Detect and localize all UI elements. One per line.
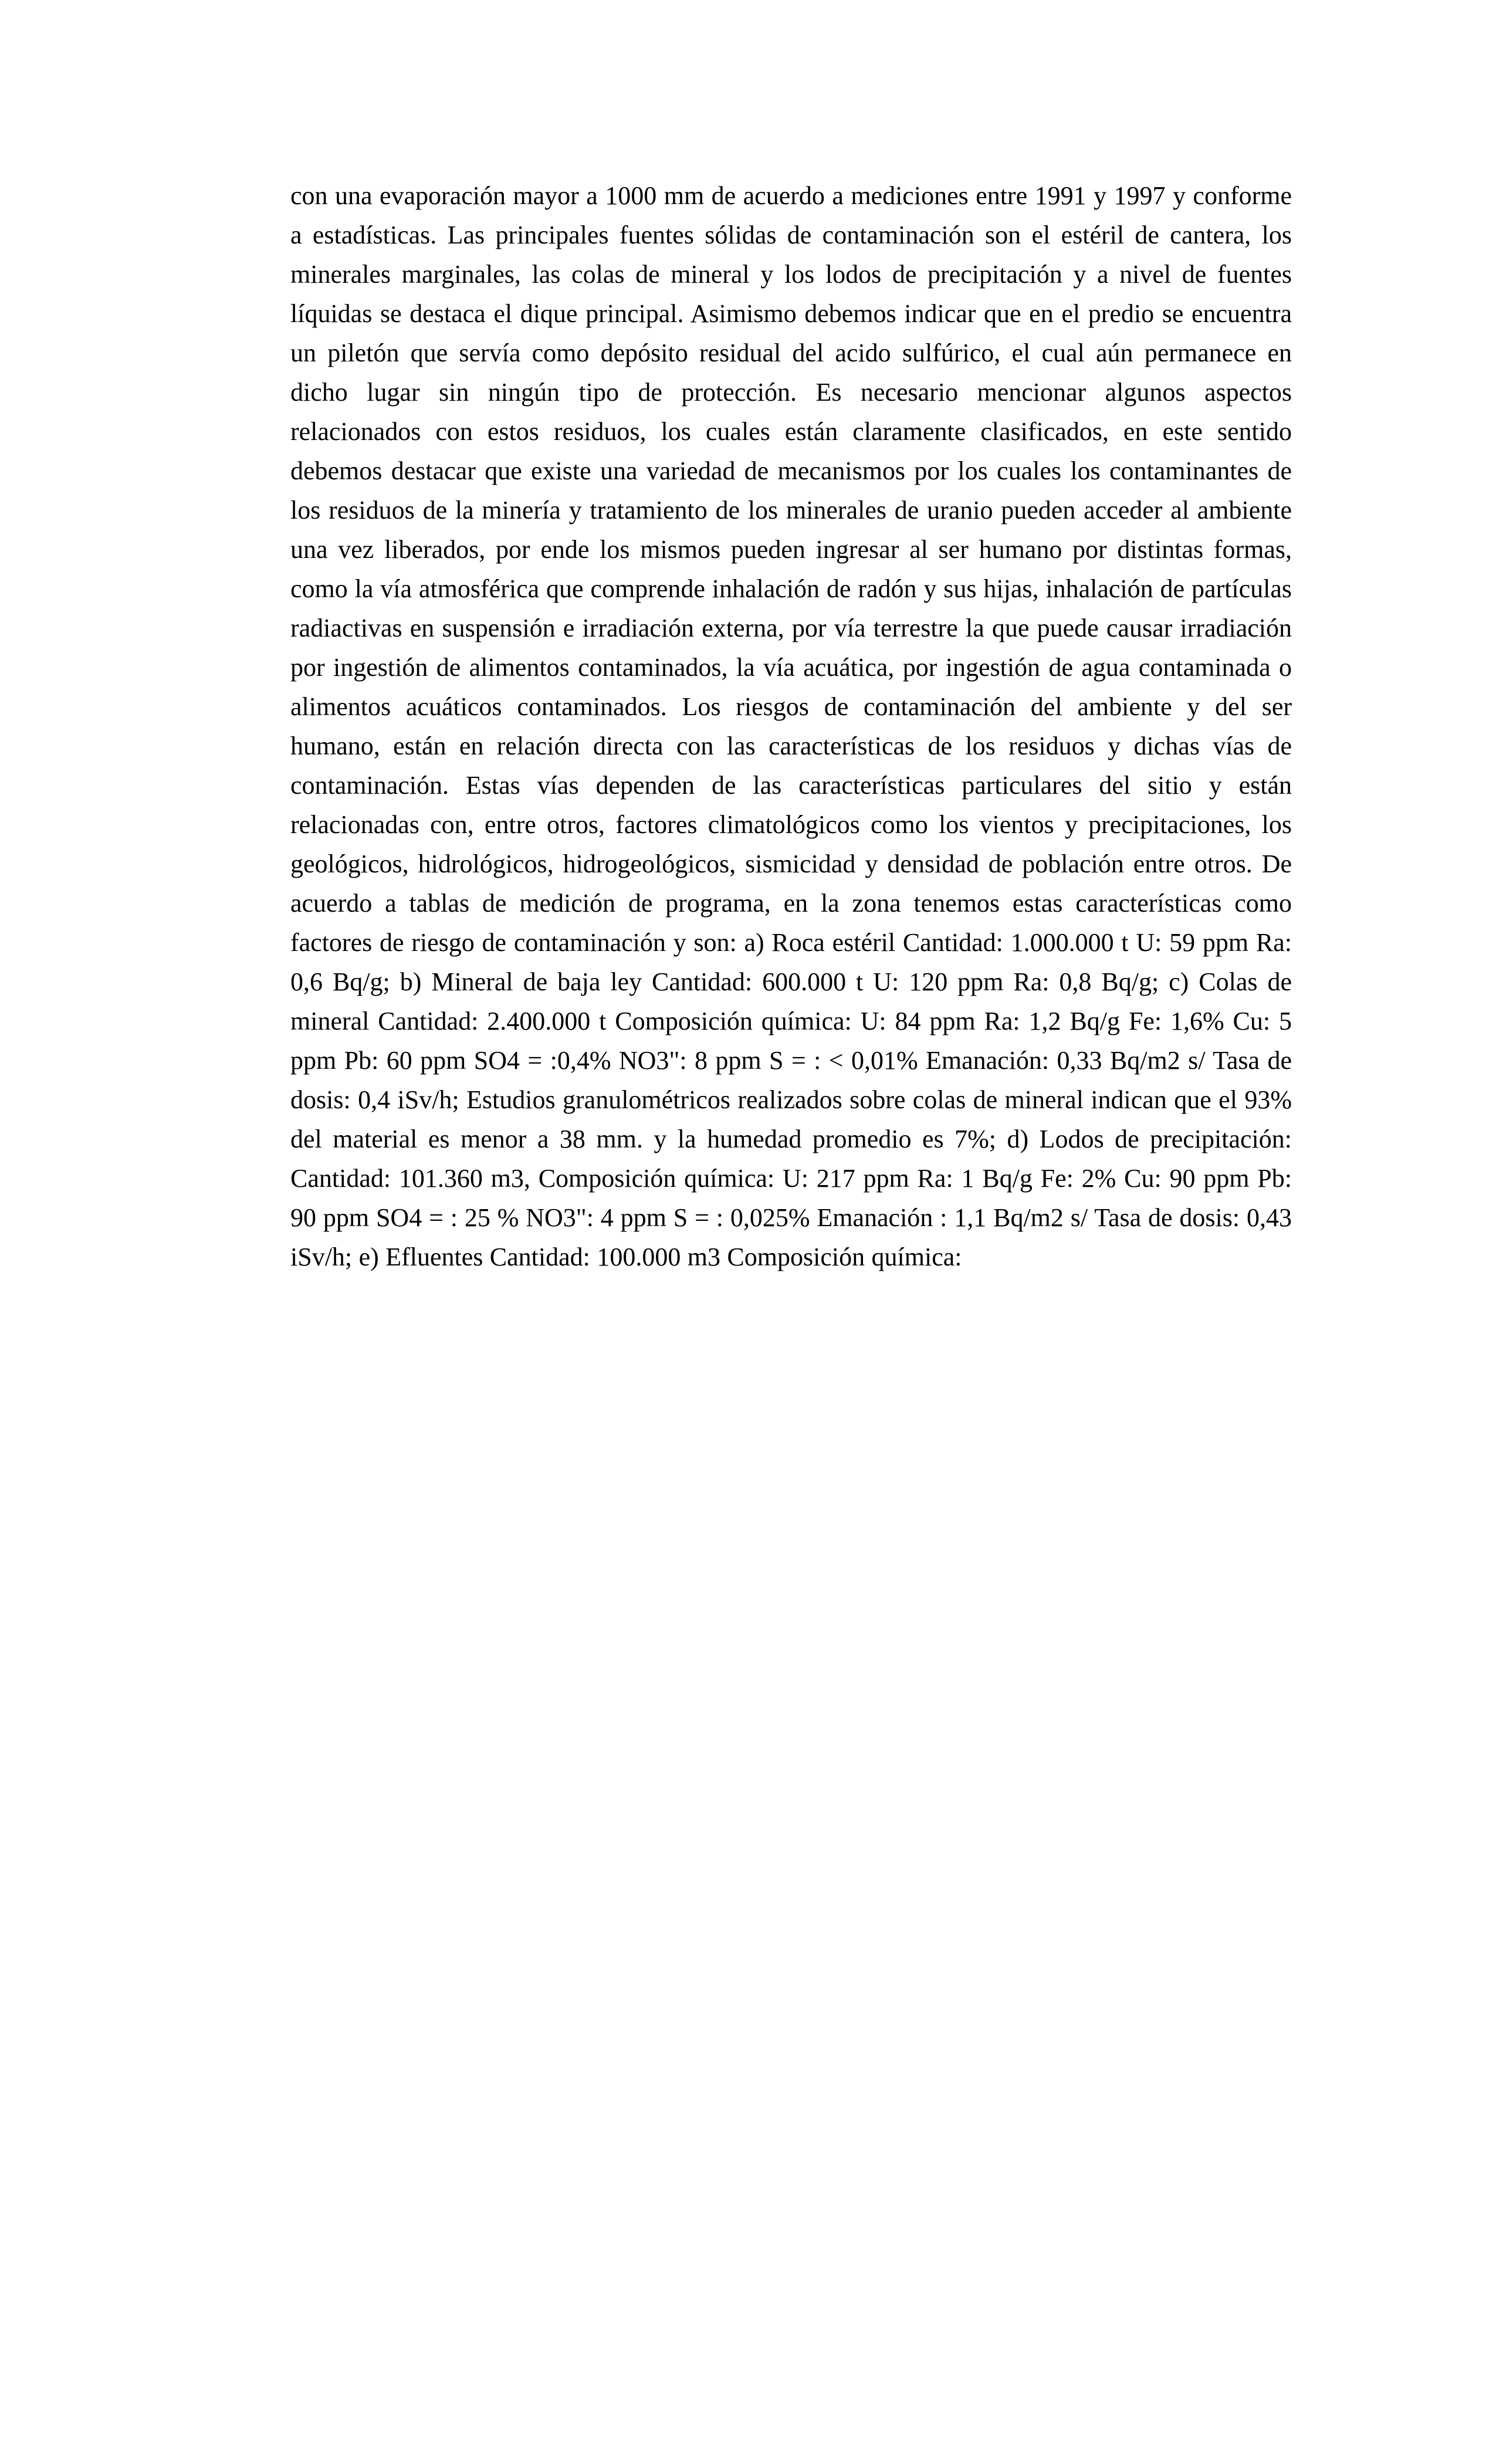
body-paragraph: con una evaporación mayor a 1000 mm de acuerdo a mediciones entre 1991 y 1997 y conforme a estadísticas. Las principales fuentes sólidas de contaminación son el estéril de cantera, los minerales marginales, las colas de mineral y los lodos de precipitación y a nivel de fuentes líquidas se destaca el dique principal. Asimismo debemos indicar que en el predio se encuentra un piletón que servía como depósito residual del acido sulfúrico, el cual aún permanece en dicho lugar sin ningún tipo de protección. Es necesario mencionar algunos aspectos relacionados con estos residuos, los cuales están claramente clasificados, en este sentido debemos destacar que existe una variedad de mecanismos por los cuales los contaminantes de los residuos de la minería y tratamiento de los minerales de uranio pueden acceder al ambiente una vez liberados, por ende los mismos pueden ingresar al ser humano por distintas formas, como la vía atmosférica que comprende inhalación de radón y sus hijas, inhalación de partículas radiactivas en suspensión e irradiación externa, por vía terrestre la que puede causar irradiación por ingestión de alimentos contaminados, la vía acuática, por ingestión de agua contaminada o alimentos acuáticos contaminados. Los riesgos de contaminación del ambiente y del ser humano, están en relación directa con las características de los residuos y dichas vías de contaminación. Estas vías dependen de las características particulares del sitio y están relacionadas con, entre otros, factores climatológicos como los vientos y precipitaciones, los geológicos, hidrológicos, hidrogeológicos, sismicidad y densidad de población entre otros. De acuerdo a tablas de medición de programa, en la zona tenemos estas características como factores de riesgo de contaminación y son: a) Roca estéril Cantidad: 1.000.000 t U: 59 ppm Ra: 0,6 Bq/g; b) Mineral de baja ley Cantidad: 600.000 t U: 120 ppm Ra: 0,8 Bq/g; c) Colas de mineral Cantidad: 2.400.000 t Composición química: U: 84 ppm Ra: 1,2 Bq/g Fe: 1,6% Cu: 5 ppm Pb: 60 ppm SO4 = :0,4% NO3": 8 ppm S = : < 0,01% Emanación: 0,33 Bq/m2 s/ Tasa de dosis: 0,4 iSv/h; Estudios granulométricos realizados sobre colas de mineral indican que el 93% del material es menor a 38 mm. y la humedad promedio es 7%; d) Lodos de precipitación: Cantidad: 101.360 m3, Composición química: U: 217 ppm Ra: 1 Bq/g Fe: 2% Cu: 90 ppm Pb: 90 ppm SO4 = : 25 % NO3": 4 ppm S = : 0,025% Emanación : 1,1 Bq/m2 s/ Tasa de dosis: 0,43 iSv/h; e) Efluentes Cantidad: 100.000 m3 Composición química:	[290, 181, 1292, 1271]
body-text-block	[290, 176, 1292, 1277]
